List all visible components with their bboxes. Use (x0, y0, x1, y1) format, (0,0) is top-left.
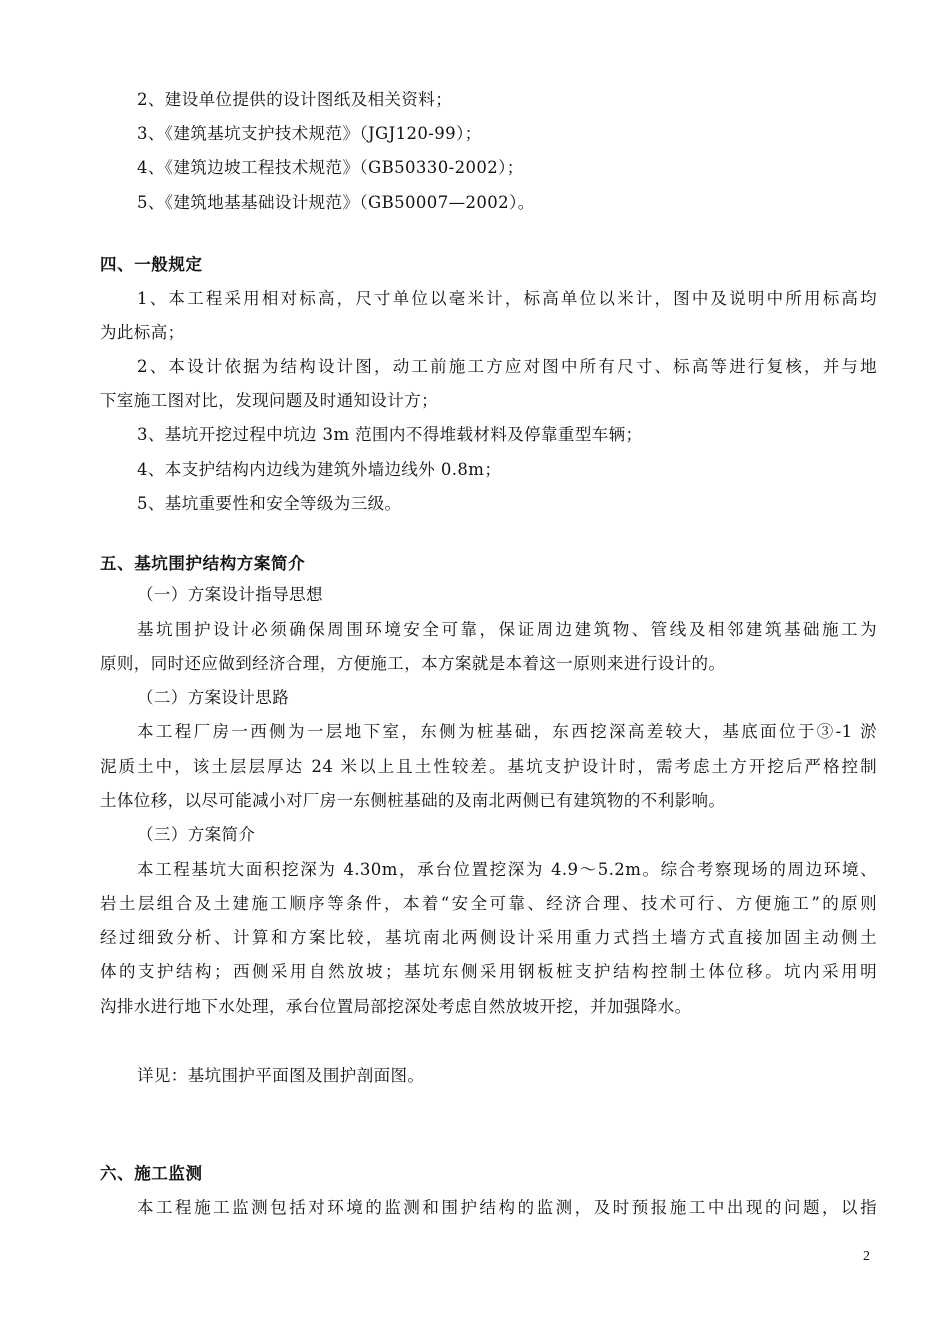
paragraph-line: 沟排水进行地下水处理，承台位置局部挖深处考虑自然放坡开挖，并加强降水。 (100, 997, 692, 1016)
paragraph-line: 土体位移，以尽可能减小对厂房一东侧桩基础的及南北两侧已有建筑物的不利影响。 (100, 791, 726, 810)
paragraph-line: 体的支护结构；西侧采用自然放坡；基坑东侧采用钢板桩支护结构控制土体位移。坑内采用明 (100, 962, 877, 981)
paragraph-line: 泥质土中，该土层层厚达 24 米以上且土性较差。基坑支护设计时，需考虑土方开挖后严格控制 (100, 757, 877, 776)
subsection-heading: （二）方案设计思路 (137, 688, 290, 707)
paragraph-line: 本工程基坑大面积挖深为 4.30m，承台位置挖深为 4.9～5.2m。综合考察现场的周边环境、 (137, 860, 877, 879)
paragraph-line: 本工程施工监测包括对环境的监测和围护结构的监测，及时预报施工中出现的问题，以指 (137, 1198, 877, 1217)
paragraph-line: 经过细致分析、计算和方案比较，基坑南北两侧设计采用重力式挡土墙方式直接加固主动侧土 (100, 928, 877, 947)
reference-item: 5、《建筑地基基础设计规范》（GB50007—2002）。 (137, 193, 535, 212)
subsection-heading: （一）方案设计指导思想 (137, 585, 323, 604)
paragraph-line: 本工程厂房一西侧为一层地下室，东侧为桩基础，东西挖深高差较大，基底面位于③-1 淤 (137, 722, 877, 741)
paragraph-line: 岩土层组合及土建施工顺序等条件，本着“安全可靠、经济合理、技术可行、方便施工”的原则 (100, 894, 877, 913)
paragraph-line: 3、基坑开挖过程中坑边 3m 范围内不得堆载材料及停靠重型车辆； (137, 425, 643, 444)
paragraph-line: 1、本工程采用相对标高，尺寸单位以毫米计，标高单位以米计，图中及说明中所用标高均 (137, 289, 877, 308)
see-also-line: 详见：基坑围护平面图及围护剖面图。 (137, 1066, 425, 1085)
subsection-heading: （三）方案简介 (137, 825, 256, 844)
paragraph-line: 5、基坑重要性和安全等级为三级。 (137, 494, 402, 513)
section-heading: 四、一般规定 (100, 255, 203, 274)
section-heading: 五、基坑围护结构方案简介 (100, 554, 306, 573)
reference-item: 2、建设单位提供的设计图纸及相关资料； (137, 90, 453, 109)
paragraph-line: 原则，同时还应做到经济合理，方便施工，本方案就是本着这一原则来进行设计的。 (100, 654, 726, 673)
paragraph-line: 4、本支护结构内边线为建筑外墙边线外 0.8m； (137, 460, 502, 479)
page-number: 2 (863, 1249, 870, 1264)
section-heading: 六、施工监测 (100, 1164, 203, 1183)
paragraph-line: 基坑围护设计必须确保周围环境安全可靠，保证周边建筑物、管线及相邻建筑基础施工为 (137, 620, 877, 639)
reference-item: 4、《建筑边坡工程技术规范》（GB50330-2002）； (137, 158, 524, 177)
paragraph-line: 下室施工图对比，发现问题及时通知设计方； (100, 391, 438, 410)
paragraph-line: 2、本设计依据为结构设计图，动工前施工方应对图中所有尺寸、标高等进行复核，并与地 (137, 357, 877, 376)
reference-item: 3、《建筑基坑支护技术规范》（JGJ120-99）； (137, 124, 482, 143)
paragraph-line: 为此标高； (100, 323, 185, 342)
